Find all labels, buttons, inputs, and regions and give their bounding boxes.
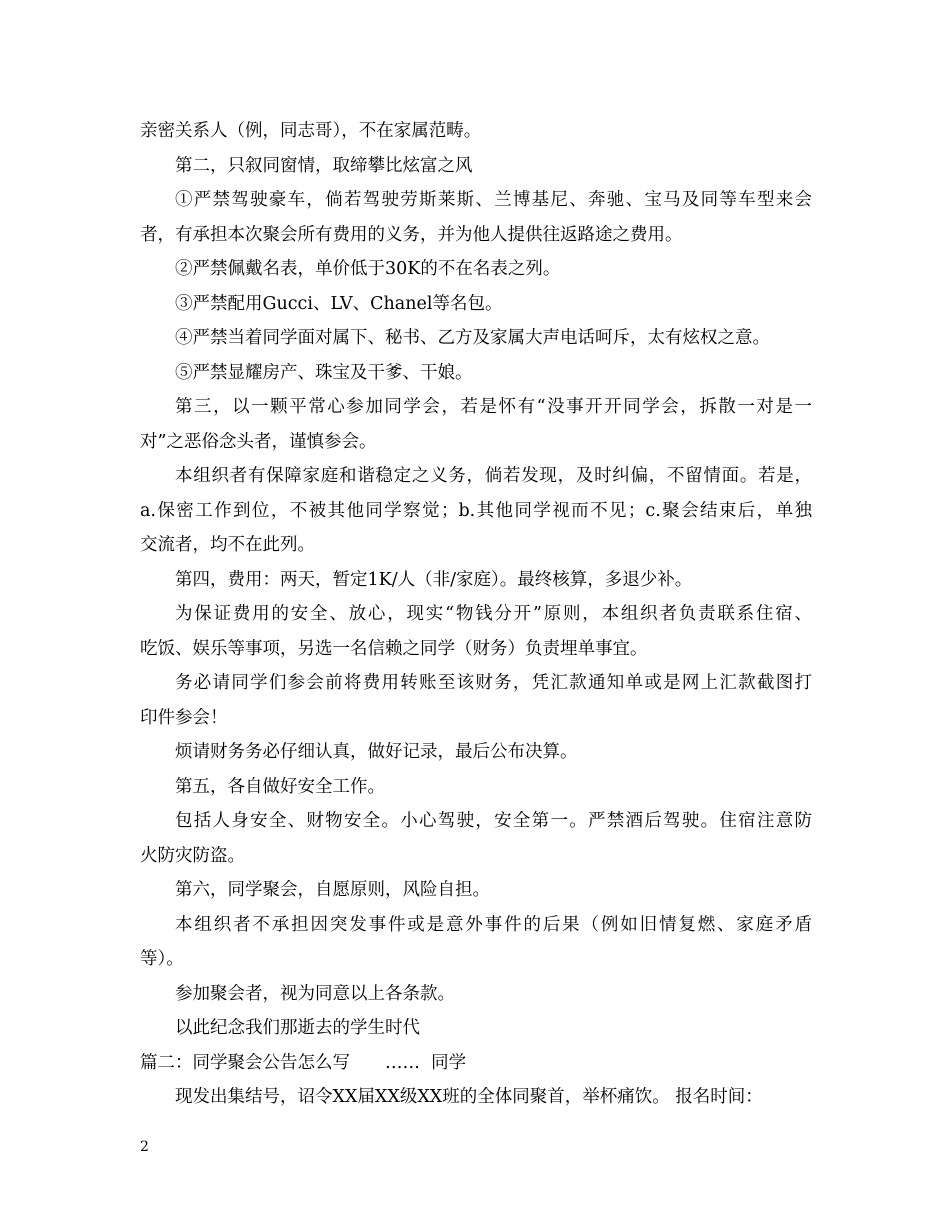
text-line: 本组织者不承担因突发事件或是意外事件的后果（例如旧情复燃、家庭矛盾 (175, 914, 812, 935)
text-line: 务必请同学们参会前将费用转账至该财务，凭汇款通知单或是网上汇款截图打 (175, 673, 812, 693)
document-body (140, 114, 812, 1115)
text-line: 本组织者有保障家庭和谐稳定之义务，倘若发现，及时纠偏，不留情面。若是， (175, 466, 812, 486)
text-line: 对”之恶俗念头者，谨慎参会。 (140, 431, 377, 452)
text-line: a.保密工作到位，不被其他同学察觉；b.其他同学视而不见；c.聚会结束后，单独 (140, 500, 812, 521)
text-line: 参加聚会者，视为同意以上各条款。 (175, 983, 455, 1004)
text-line: 烦请财务务必仔细认真，做好记录，最后公布决算。 (175, 742, 578, 762)
text-line: 者，有承担本次聚会所有费用的义务，并为他人提供往返路途之费用。 (140, 224, 683, 245)
text-line: 以此纪念我们那逝去的学生时代 (175, 1018, 420, 1038)
text-line: ③严禁配用Gucci、LV、Chanel等名包。 (175, 293, 503, 314)
text-line: 亲密关系人（例，同志哥），不在家属范畴。 (140, 121, 482, 141)
section-heading: 第五，各自做好安全工作。 (175, 776, 385, 797)
text-line: 现发出集结号，诏令XX届XX级XX班的全体同聚首，举杯痛饮。 报名时间： (175, 1087, 763, 1107)
text-line: 印件参会！ (140, 707, 228, 728)
text-line: ④严禁当着同学面对属下、秘书、乙方及家属大声电话呵斥，太有炫权之意。 (175, 328, 770, 348)
section-heading: 第二，只叙同窗情，取缔攀比炫富之风 (175, 155, 473, 176)
text-line: 吃饭、娱乐等事项，另选一名信赖之同学（财务）负责埋单事宜。 (140, 638, 648, 659)
section-heading: 第六，同学聚会，自愿原则，风险自担。 (175, 880, 490, 900)
section-heading: 第三，以一颗平常心参加同学会，若是怀有“没事开开同学会，拆散一对是一 (175, 397, 812, 417)
article-heading: 篇二：同学聚会公告怎么写 …… 同学 (140, 1052, 467, 1073)
text-line: 包括人身安全、财物安全。小心驾驶，安全第一。严禁酒后驾驶。住宿注意防 (175, 811, 812, 831)
text-line: 火防灾防盗。 (140, 845, 245, 866)
text-line: ⑤严禁显耀房产、珠宝及干爹、干娘。 (175, 362, 473, 383)
text-line: 为保证费用的安全、放心，现实“物钱分开”原则，本组织者负责联系住宿、 (175, 604, 812, 624)
text-line: 交流者，均不在此列。 (140, 535, 315, 555)
text-line: ②严禁佩戴名表，单价低于30K的不在名表之列。 (175, 259, 561, 279)
text-line: ①严禁驾驶豪车，倘若驾驶劳斯莱斯、兰博基尼、奔驰、宝马及同等车型来会 (175, 190, 812, 210)
page-number: 2 (140, 1139, 149, 1155)
text-line: 等）。 (140, 949, 184, 969)
section-heading: 第四，费用：两天，暂定1K/人（非/家庭）。最终核算，多退少补。 (175, 569, 693, 590)
